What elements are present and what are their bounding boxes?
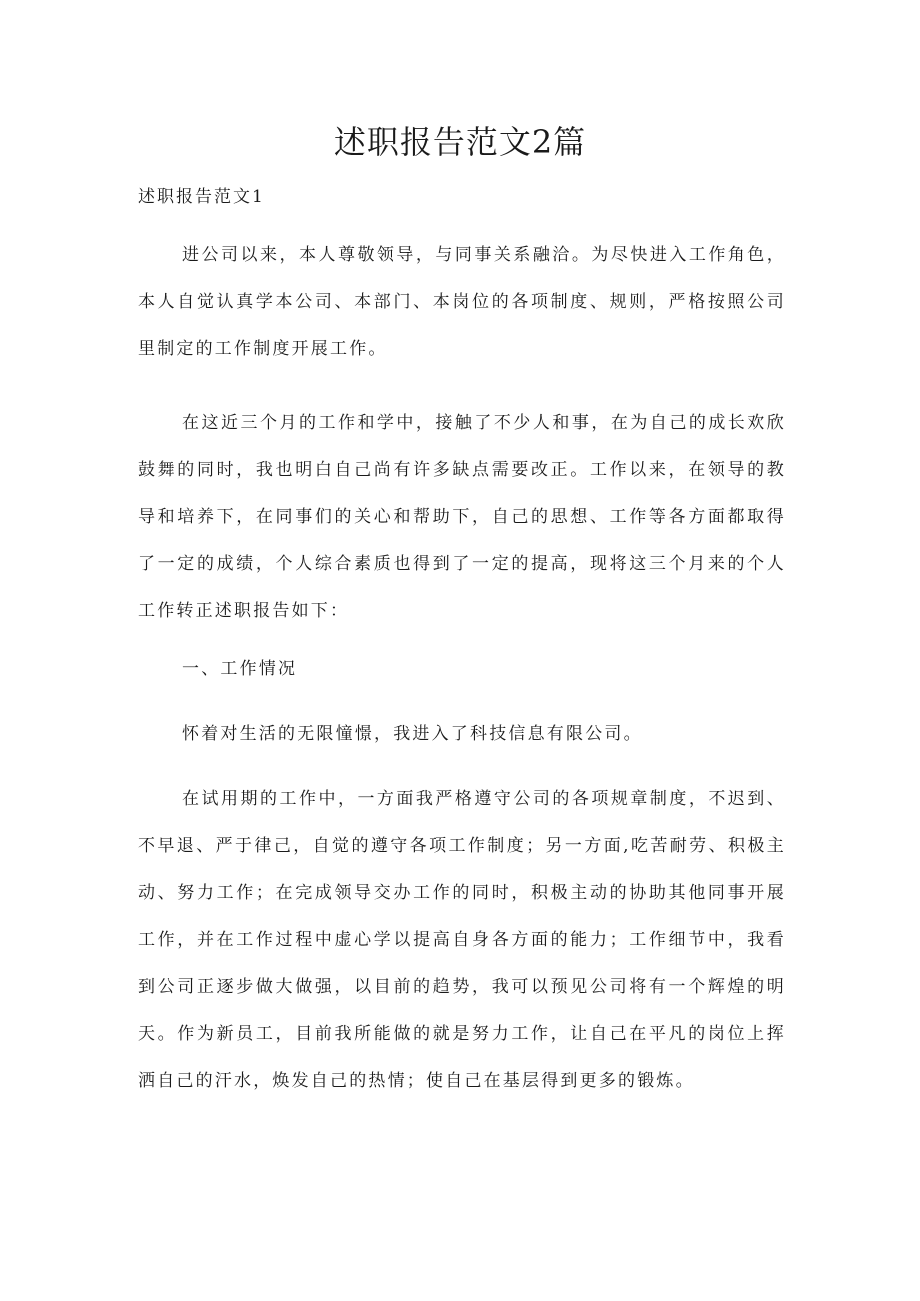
document-title: 述职报告范文2篇 (333, 123, 587, 161)
document-subtitle: 述职报告范文1 (138, 187, 265, 207)
section-heading: 一、工作情况 (182, 659, 298, 679)
paragraph-3: 怀着对生活的无限憧憬，我进入了科技信息有限公司。 (182, 724, 643, 744)
paragraph-4: 在试用期的工作中，一方面我严格遵守公司的各项规章制度，不迟到、不早退、严于律己，自觉的遵守各项工作制度；另一方面,吃苦耐劳、积极主动、努力工作；在完成领导交办工作的同时，积极主动的协助其他同事开展工作，并在工作过程中虚心学以提高自身各方面的能力；工作细节中，我看到公司正逐步做大做强，以目前的趋势，我可以预见公司将有一个辉煌的明天。作为新员工，目前我所能做的就是努力工作，让自己在平凡的岗位上挥洒自己的汗水，焕发自己的热情；使自己在基层得到更多的锻炼。 (138, 789, 786, 1091)
paragraph-1: 进公司以来，本人尊敬领导，与同事关系融洽。为尽快进入工作角色，本人自觉认真学本公司、本部门、本岗位的各项制度、规则，严格按照公司里制定的工作制度开展工作。 (138, 245, 786, 359)
paragraph-2: 在这近三个月的工作和学中，接触了不少人和事，在为自己的成长欢欣鼓舞的同时，我也明白自己尚有许多缺点需要改正。工作以来，在领导的教导和培养下，在同事们的关心和帮助下，自己的思想、工作等各方面都取得了一定的成绩，个人综合素质也得到了一定的提高，现将这三个月来的个人工作转正述职报告如下： (138, 413, 786, 621)
